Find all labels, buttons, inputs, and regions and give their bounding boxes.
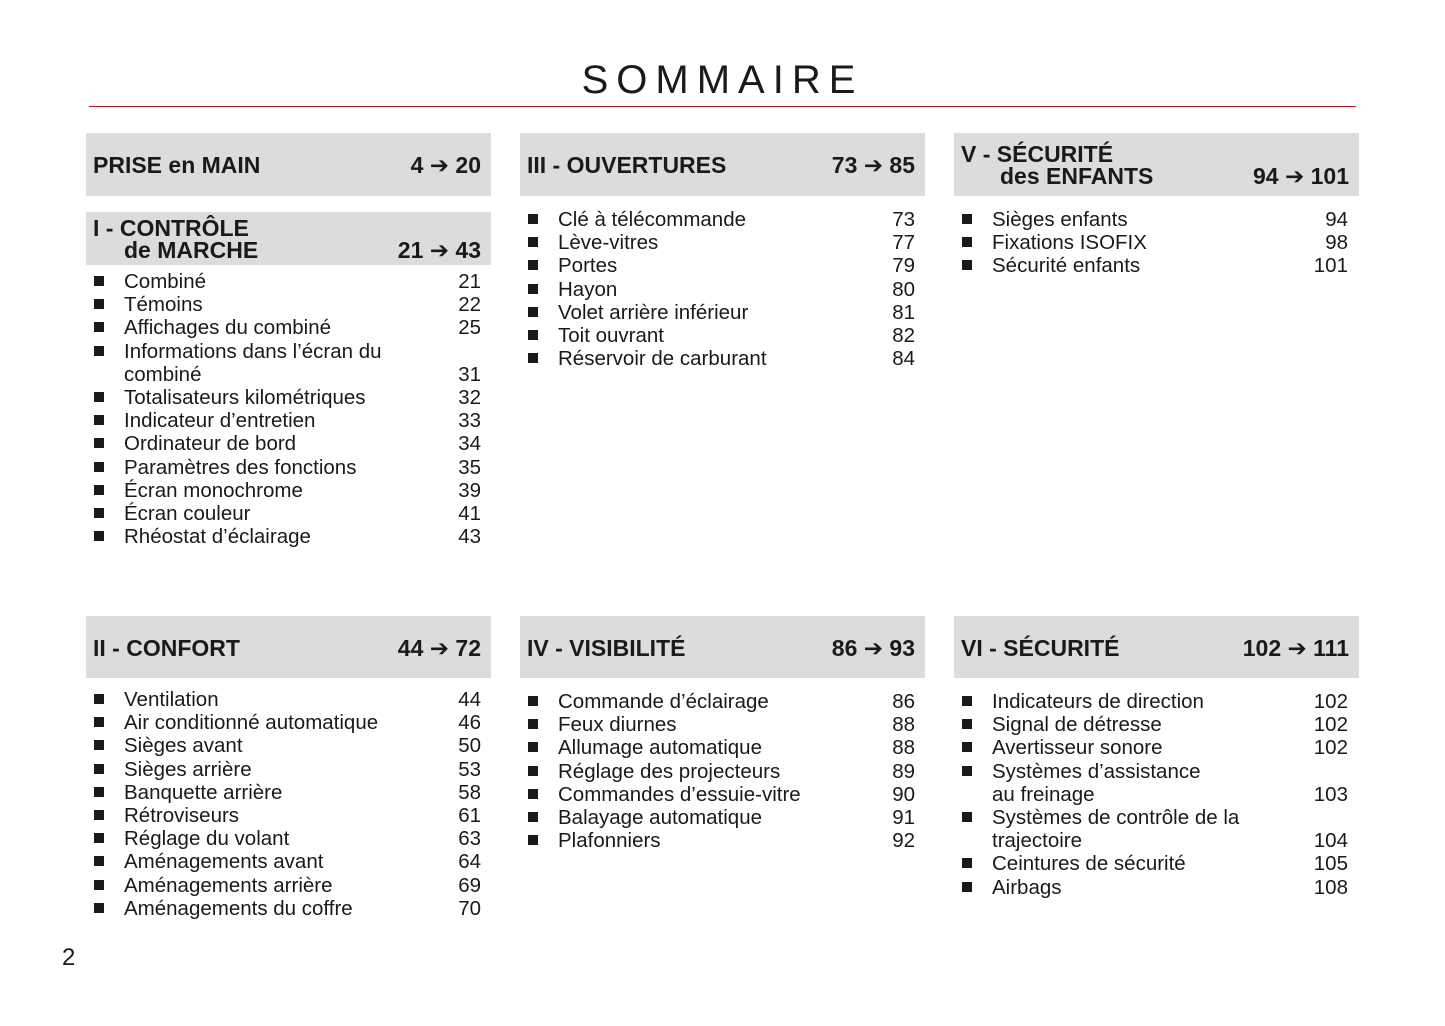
list-item[interactable] (94, 386, 481, 409)
list-item[interactable] (528, 278, 915, 301)
list-item[interactable] (528, 829, 915, 852)
list-item-label: Réglage des projecteurs (558, 759, 781, 783)
list-item-label: Aménagements arrière (124, 873, 333, 897)
square-bullet-icon (962, 719, 972, 729)
square-bullet-icon (94, 903, 104, 913)
list-item-label: Rhéostat d’éclairage (124, 525, 311, 549)
list-item-label: Airbags (992, 875, 1062, 899)
list-item-page: 58 (458, 780, 481, 804)
square-bullet-icon (528, 353, 538, 363)
list-item-label: Écran couleur (124, 501, 251, 525)
list-ouvertures (528, 208, 915, 370)
section-header-visibilite (520, 616, 925, 678)
list-item-label: Signal de détresse (992, 713, 1162, 737)
list-item[interactable] (94, 758, 481, 781)
list-item[interactable] (94, 340, 481, 386)
list-item-label: Réservoir de carburant (558, 347, 767, 371)
square-bullet-icon (94, 833, 104, 843)
list-item-label: Balayage automatique (558, 805, 763, 829)
list-item[interactable] (962, 208, 1348, 231)
section-range: 4 ➔ 20 (410, 152, 481, 178)
square-bullet-icon (94, 438, 104, 448)
square-bullet-icon (962, 812, 972, 822)
title-rule (89, 106, 1356, 107)
list-item-page: 41 (458, 501, 481, 525)
section-title-line1: V - SÉCURITÉ (961, 141, 1114, 167)
square-bullet-icon (94, 346, 104, 356)
list-item[interactable] (962, 760, 1348, 806)
square-bullet-icon (94, 415, 104, 425)
list-item[interactable] (94, 409, 481, 432)
square-bullet-icon (94, 299, 104, 309)
list-item[interactable] (94, 781, 481, 804)
list-item-page: 105 (1313, 852, 1348, 876)
list-item-page: 108 (1313, 875, 1348, 899)
list-item-page: 63 (458, 827, 481, 851)
square-bullet-icon (94, 740, 104, 750)
list-item[interactable] (528, 713, 915, 736)
list-item-label: Aménagements du coffre (124, 896, 353, 920)
square-bullet-icon (94, 508, 104, 518)
section-range: 94 ➔ 101 (1252, 163, 1349, 189)
list-item-page: 102 (1313, 713, 1348, 737)
square-bullet-icon (962, 766, 972, 776)
square-bullet-icon (94, 856, 104, 866)
list-item-page: 34 (458, 432, 481, 456)
list-item[interactable] (528, 254, 915, 277)
list-item[interactable] (528, 806, 915, 829)
list-item-page: 21 (458, 270, 481, 293)
list-item[interactable] (94, 897, 481, 920)
list-item-page: 89 (892, 759, 915, 783)
section-header-ouvertures (520, 133, 925, 196)
list-item-page: 53 (458, 757, 481, 781)
list-item-page: 84 (892, 347, 915, 371)
square-bullet-icon (94, 392, 104, 402)
square-bullet-icon (528, 766, 538, 776)
list-item-label: Commande d’éclairage (558, 690, 769, 713)
list-item-label: Systèmes d’assistance (992, 759, 1201, 783)
list-item-label: Ventilation (124, 688, 219, 711)
square-bullet-icon (94, 880, 104, 890)
list-item-label: Paramètres des fonctions (124, 455, 357, 479)
square-bullet-icon (528, 307, 538, 317)
list-item-page: 80 (892, 277, 915, 301)
square-bullet-icon (94, 694, 104, 704)
list-item-page: 43 (458, 525, 481, 549)
section-title: IV - VISIBILITÉ (527, 635, 686, 661)
list-item-page: 102 (1313, 736, 1348, 760)
list-item-label-continued: trajectoire (992, 829, 1083, 853)
list-item[interactable] (962, 690, 1348, 713)
list-securite (962, 690, 1348, 899)
square-bullet-icon (94, 810, 104, 820)
list-item[interactable] (94, 525, 481, 548)
list-item-page: 44 (458, 688, 481, 711)
list-item-page: 22 (458, 293, 481, 317)
list-item-page: 92 (892, 829, 915, 853)
square-bullet-icon (962, 260, 972, 270)
square-bullet-icon (94, 764, 104, 774)
list-item-page: 39 (458, 478, 481, 502)
list-item-label: Écran monochrome (124, 478, 303, 502)
list-item-page: 50 (458, 734, 481, 758)
list-item-label: Toit ouvrant (558, 323, 664, 347)
list-item[interactable] (528, 208, 915, 231)
list-item[interactable] (94, 316, 481, 339)
square-bullet-icon (962, 696, 972, 706)
list-item-label: Rétroviseurs (124, 803, 240, 827)
list-item-page: 104 (1313, 829, 1348, 853)
list-item[interactable] (94, 270, 481, 293)
section-title-line2: de MARCHE (124, 237, 259, 263)
section-header-confort (86, 616, 491, 678)
list-item-label: Combiné (124, 270, 207, 293)
section-title-line1: I - CONTRÔLE (93, 215, 249, 241)
page-number: 2 (62, 944, 76, 971)
square-bullet-icon (94, 787, 104, 797)
list-item[interactable] (528, 347, 915, 370)
square-bullet-icon (94, 322, 104, 332)
list-item-page: 98 (1325, 231, 1348, 255)
list-item-label-continued: au freinage (992, 782, 1095, 806)
list-item-label: Commandes d’essuie-vitre (558, 782, 801, 806)
section-header-controle (86, 212, 491, 265)
list-item-label: Totalisateurs kilométriques (124, 385, 366, 409)
list-item[interactable] (528, 324, 915, 347)
square-bullet-icon (962, 214, 972, 224)
section-range: 102 ➔ 111 (1242, 635, 1349, 661)
list-item-label: Indicateurs de direction (992, 690, 1204, 713)
list-item-label: Plafonniers (558, 829, 661, 853)
list-item-page: 102 (1313, 690, 1348, 713)
list-item-page: 88 (892, 713, 915, 737)
square-bullet-icon (94, 717, 104, 727)
list-item-page: 35 (458, 455, 481, 479)
section-header-prise-en-main (86, 133, 491, 196)
square-bullet-icon (528, 214, 538, 224)
square-bullet-icon (962, 742, 972, 752)
list-item[interactable] (962, 254, 1348, 277)
list-item[interactable] (528, 231, 915, 254)
list-item[interactable] (94, 804, 481, 827)
list-item[interactable] (528, 301, 915, 324)
list-item-page: 69 (458, 873, 481, 897)
section-title-line2: des ENFANTS (1000, 163, 1154, 189)
list-item[interactable] (962, 736, 1348, 759)
list-item-label: Indicateur d’entretien (124, 409, 316, 433)
list-item-label-continued: combiné (124, 362, 202, 386)
square-bullet-icon (528, 696, 538, 706)
list-item[interactable] (94, 827, 481, 850)
section-range: 21 ➔ 43 (397, 237, 481, 263)
list-item-label: Témoins (124, 293, 203, 317)
list-item-label: Sécurité enfants (992, 254, 1141, 278)
list-item-page: 77 (892, 231, 915, 255)
list-item-page: 86 (892, 690, 915, 713)
square-bullet-icon (528, 812, 538, 822)
list-item[interactable] (528, 690, 915, 713)
section-title: VI - SÉCURITÉ (961, 635, 1120, 661)
square-bullet-icon (94, 485, 104, 495)
list-item[interactable] (94, 874, 481, 897)
list-item-label: Feux diurnes (558, 713, 677, 737)
list-item-label: Systèmes de contrôle de la (992, 805, 1240, 829)
list-item[interactable] (94, 688, 481, 711)
list-item-label: Aménagements avant (124, 850, 324, 874)
section-range: 86 ➔ 93 (831, 635, 915, 661)
square-bullet-icon (528, 789, 538, 799)
list-item-label: Fixations ISOFIX (992, 231, 1147, 255)
list-item[interactable] (94, 502, 481, 525)
square-bullet-icon (94, 462, 104, 472)
list-item-page: 31 (458, 362, 481, 386)
list-item[interactable] (528, 760, 915, 783)
square-bullet-icon (528, 330, 538, 340)
list-item-page: 70 (458, 896, 481, 920)
list-item-label: Réglage du volant (124, 827, 290, 851)
list-item-page: 33 (458, 409, 481, 433)
list-item-page: 103 (1313, 782, 1348, 806)
section-header-securite (954, 616, 1359, 678)
list-item-label: Hayon (558, 277, 618, 301)
list-item-label: Sièges avant (124, 734, 243, 758)
list-visibilite (528, 690, 915, 852)
list-item[interactable] (962, 806, 1348, 852)
list-item-label: Clé à télécommande (558, 208, 747, 231)
list-item-label: Banquette arrière (124, 780, 283, 804)
list-item-page: 88 (892, 736, 915, 760)
square-bullet-icon (962, 882, 972, 892)
list-item-label: Volet arrière inférieur (558, 300, 749, 324)
square-bullet-icon (528, 719, 538, 729)
list-item[interactable] (94, 711, 481, 734)
section-range: 73 ➔ 85 (831, 152, 915, 178)
list-item-label: Sièges arrière (124, 757, 252, 781)
list-item-page: 91 (892, 805, 915, 829)
list-item[interactable] (962, 231, 1348, 254)
list-item[interactable] (962, 876, 1348, 899)
list-item-page: 79 (892, 254, 915, 278)
square-bullet-icon (528, 284, 538, 294)
list-item-page: 90 (892, 782, 915, 806)
page-title: SOMMAIRE (581, 58, 864, 102)
section-header-securite-enfants (954, 133, 1359, 196)
list-item[interactable] (94, 432, 481, 455)
list-item-page: 101 (1313, 254, 1348, 278)
square-bullet-icon (962, 858, 972, 868)
list-item-label: Informations dans l’écran du (124, 339, 382, 363)
list-item[interactable] (962, 713, 1348, 736)
square-bullet-icon (528, 237, 538, 247)
list-item-page: 82 (892, 323, 915, 347)
list-item[interactable] (528, 736, 915, 759)
section-range: 44 ➔ 72 (397, 635, 481, 661)
list-item[interactable] (962, 852, 1348, 875)
list-item-label: Allumage automatique (558, 736, 762, 760)
list-item-label: Avertisseur sonore (992, 736, 1163, 760)
list-item-page: 81 (892, 300, 915, 324)
list-item-label: Lève-vitres (558, 231, 659, 255)
list-item-label: Affichages du combiné (124, 316, 332, 340)
section-title: II - CONFORT (93, 635, 240, 661)
square-bullet-icon (962, 237, 972, 247)
list-item-page: 25 (458, 316, 481, 340)
list-item-page: 94 (1325, 208, 1348, 231)
list-controle (94, 270, 481, 548)
list-confort (94, 688, 481, 920)
list-item[interactable] (94, 456, 481, 479)
section-title: III - OUVERTURES (527, 152, 727, 178)
square-bullet-icon (94, 276, 104, 286)
square-bullet-icon (528, 835, 538, 845)
list-item[interactable] (528, 783, 915, 806)
list-item-label: Air conditionné automatique (124, 711, 379, 735)
list-item-page: 73 (892, 208, 915, 231)
list-item[interactable] (94, 850, 481, 873)
list-item-label: Ceintures de sécurité (992, 852, 1186, 876)
list-item[interactable] (94, 293, 481, 316)
square-bullet-icon (94, 531, 104, 541)
square-bullet-icon (528, 742, 538, 752)
list-securite-enfants (962, 208, 1348, 278)
list-item-page: 46 (458, 711, 481, 735)
list-item-page: 32 (458, 385, 481, 409)
list-item-page: 64 (458, 850, 481, 874)
square-bullet-icon (528, 260, 538, 270)
list-item[interactable] (94, 479, 481, 502)
list-item-label: Ordinateur de bord (124, 432, 297, 456)
list-item-page: 61 (458, 803, 481, 827)
list-item[interactable] (94, 734, 481, 757)
list-item-label: Portes (558, 254, 618, 278)
section-title: PRISE en MAIN (93, 152, 261, 178)
list-item-label: Sièges enfants (992, 208, 1128, 231)
